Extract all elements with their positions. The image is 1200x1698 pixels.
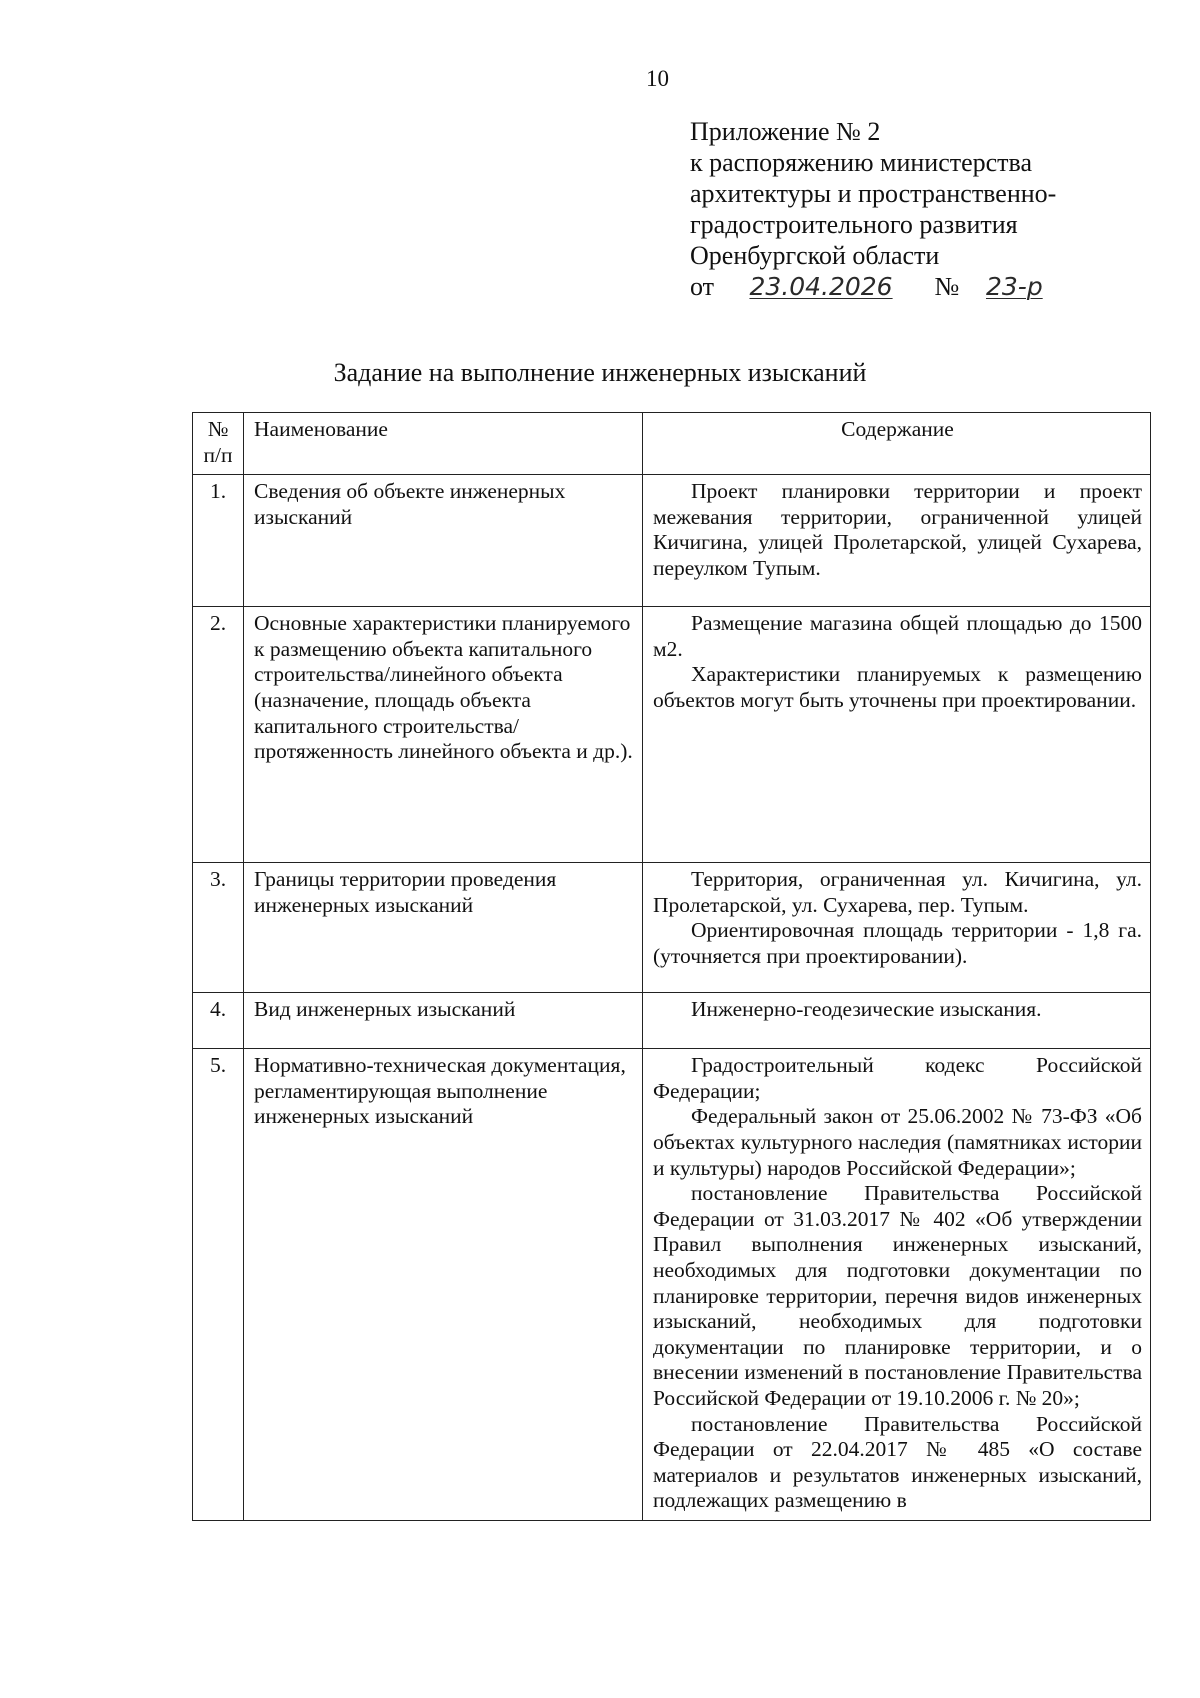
order-number-label: №: [934, 272, 960, 301]
appendix-line: архитектуры и пространственно-: [690, 179, 1057, 208]
order-date-handwritten: 23.04.2026: [749, 272, 893, 301]
row-content: [643, 475, 1151, 607]
order-prefix: от: [690, 272, 715, 301]
table-row: [193, 607, 1151, 863]
row-number: 4.: [193, 993, 244, 1049]
content-paragraph: Федеральный закон от 25.06.2002 № 73-ФЗ «Об объектах культурного наследия (памятниках истории и культуры) народов Российской Федерации»;: [653, 1104, 1142, 1180]
header-num: № п/п: [193, 413, 244, 475]
row-name: Вид инженерных изысканий: [244, 993, 643, 1049]
order-line: [690, 271, 1069, 302]
table-row: [193, 475, 1151, 607]
document-title: Задание на выполнение инженерных изысканий: [333, 358, 867, 387]
table-header-row: [193, 413, 1151, 475]
content-paragraph: Проект планировки территории и проект межевания территории, ограниченной улицей Кичигина, улицей Пролетарской, улицей Сухарева, переулком Тупым.: [653, 479, 1142, 580]
row-content: [643, 607, 1151, 863]
row-number: 3.: [193, 863, 244, 993]
task-table: [192, 412, 1151, 1521]
row-number: 5.: [193, 1049, 244, 1521]
header-content: Содержание: [643, 413, 1151, 475]
page-number: 10: [646, 66, 669, 91]
appendix-line: Оренбургской области: [690, 241, 940, 270]
row-name: Границы территории проведения инженерных изысканий: [244, 863, 643, 993]
row-content: [643, 863, 1151, 993]
table-row: [193, 993, 1151, 1049]
appendix-header: [690, 116, 1069, 302]
content-paragraph: Размещение магазина общей площадью до 1500 м2.: [653, 611, 1142, 661]
content-paragraph: Ориентировочная площадь территории - 1,8 га. (уточняется при проектировании).: [653, 918, 1142, 968]
content-paragraph: Градостроительный кодекс Российской Федерации;: [653, 1053, 1142, 1103]
content-paragraph: Инженерно-геодезические изыскания.: [691, 997, 1042, 1022]
table-row: [193, 1049, 1151, 1521]
row-number: 1.: [193, 475, 244, 607]
appendix-line: градостроительного развития: [690, 210, 1018, 239]
row-number: 2.: [193, 607, 244, 863]
table-row: [193, 863, 1151, 993]
row-name: Основные характеристики планируемого к размещению объекта капитального строительства/линейного объекта (назначение, площадь объекта капитального строительства/протяженность линейного объекта и др.).: [244, 607, 643, 863]
row-name: Сведения об объекте инженерных изысканий: [244, 475, 643, 607]
content-paragraph: Территория, ограниченная ул. Кичигина, ул. Пролетарской, ул. Сухарева, пер. Тупым.: [653, 867, 1142, 917]
header-name: Наименование: [244, 413, 643, 475]
appendix-line: Приложение № 2: [690, 117, 881, 146]
row-content: [643, 1049, 1151, 1521]
appendix-line: к распоряжению министерства: [690, 148, 1033, 177]
row-content: [643, 993, 1151, 1049]
content-paragraph: постановление Правительства Российской Федерации от 31.03.2017 № 402 «Об утверждении Правил выполнения инженерных изысканий, необходимых для подготовки документации по планировке территории, перечня видов инженерных изысканий, необходимых для подготовки документации по планировке территории, и о внесении изменений в постановление Правительства Российской Федерации от 19.10.2006 г. № 20»;: [653, 1181, 1142, 1410]
content-paragraph: Характеристики планируемых к размещению объектов могут быть уточнены при проектировании.: [653, 662, 1142, 712]
content-paragraph: постановление Правительства Российской Федерации от 22.04.2017 № 485 «О составе материалов и результатов инженерных изысканий, подлежащих размещению в: [653, 1411, 1142, 1513]
order-number-handwritten: 23-р: [985, 272, 1043, 301]
row-name: Нормативно-техническая документация, регламентирующая выполнение инженерных изысканий: [244, 1049, 643, 1521]
